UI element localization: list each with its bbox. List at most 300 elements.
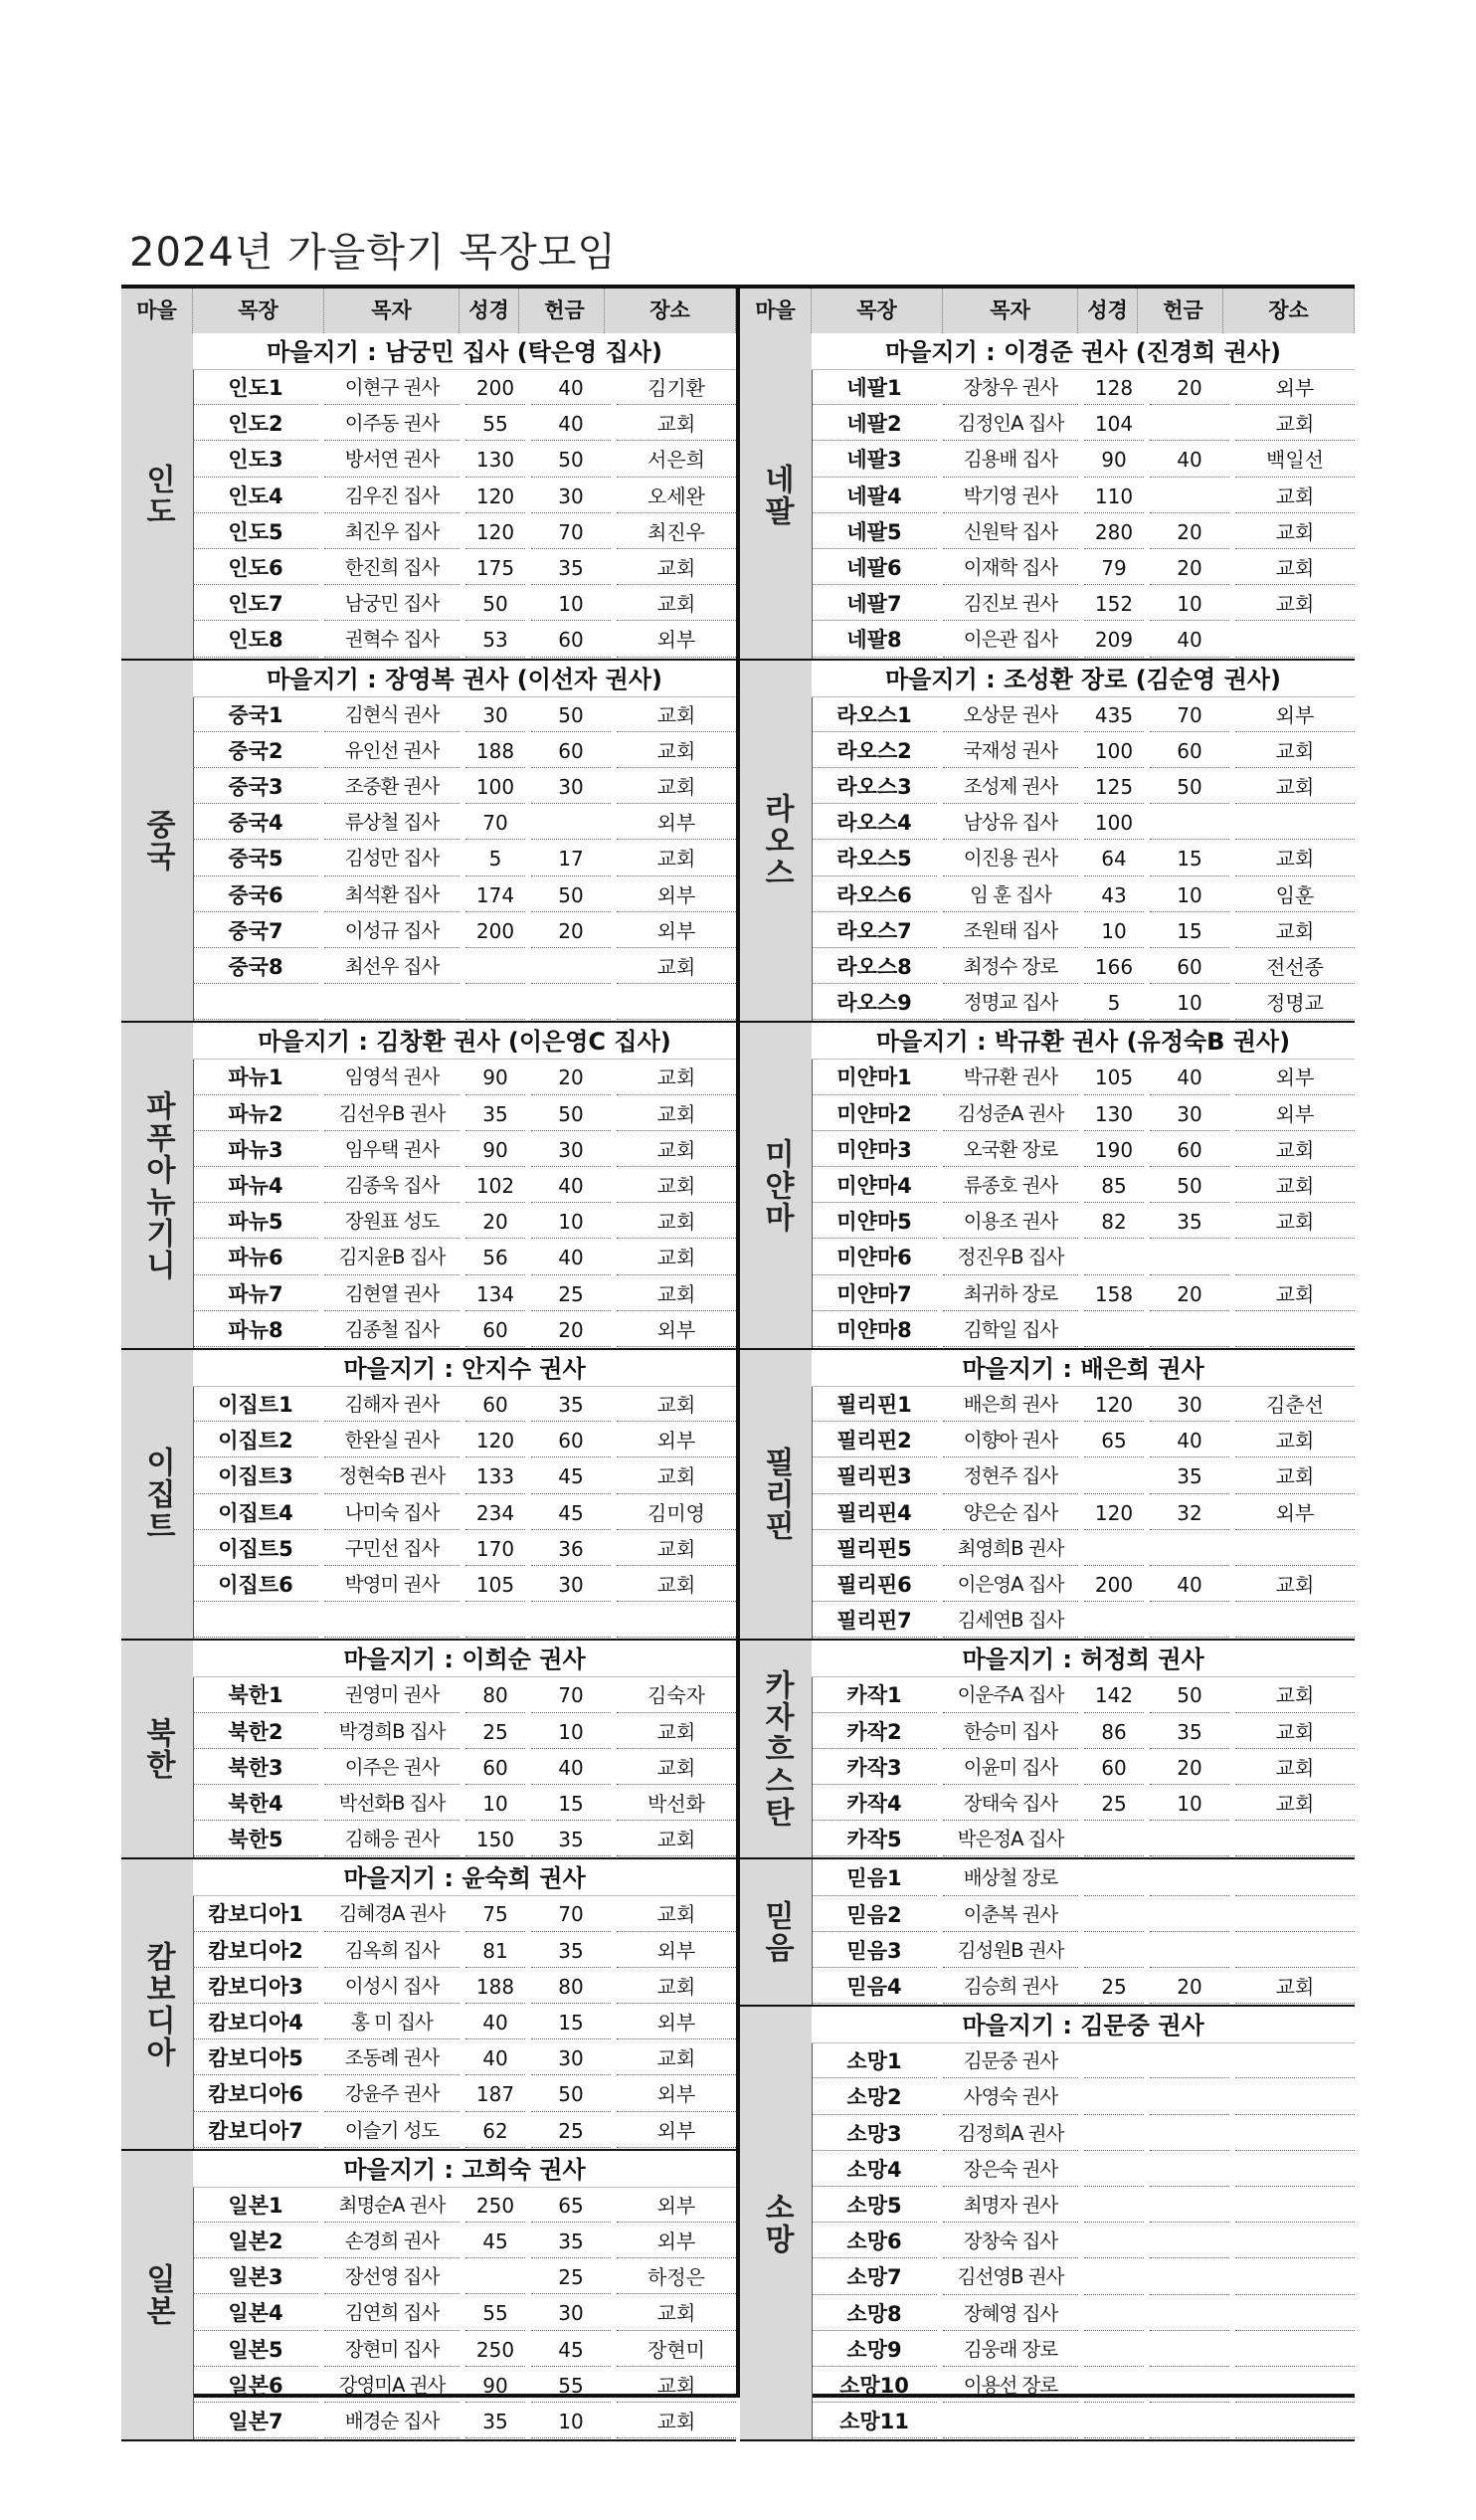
meeting-place: 교회 <box>1235 1457 1355 1493</box>
pastor-name: 김선우B 권사 <box>324 1095 460 1131</box>
table-row <box>193 2223 736 2258</box>
offering-count: 35 <box>531 2223 611 2258</box>
offering-count: 60 <box>531 1422 611 1457</box>
meeting-place: 장현미 <box>617 2331 736 2367</box>
group-name: 북한3 <box>193 1749 318 1785</box>
group-name: 미얀마8 <box>812 1311 937 1347</box>
pastor-name: 양은순 집사 <box>943 1494 1078 1530</box>
table-row <box>193 513 736 549</box>
bible-count: 158 <box>1084 1275 1144 1311</box>
offering-count: 10 <box>531 1203 611 1239</box>
pastor-name: 정명교 집사 <box>943 984 1078 1020</box>
bible-count: 10 <box>1084 912 1144 948</box>
meeting-place <box>1235 2187 1355 2223</box>
offering-count <box>1150 478 1229 513</box>
group-name <box>193 1602 318 1638</box>
bible-count: 30 <box>465 696 525 732</box>
group-name: 이집트3 <box>193 1457 318 1493</box>
village-name-cell <box>121 661 194 1022</box>
pastor-name: 임 훈 집사 <box>943 876 1078 912</box>
bible-count: 174 <box>465 876 525 912</box>
meeting-place: 외부 <box>617 804 736 840</box>
group-name: 중국3 <box>193 768 318 804</box>
village-leader: 마을지기 : 조성환 장로 (김순영 권사) <box>812 661 1355 697</box>
offering-count <box>1150 1602 1229 1638</box>
offering-count: 10 <box>531 585 611 621</box>
offering-count <box>1150 1932 1229 1968</box>
meeting-place: 교회 <box>617 1239 736 1274</box>
offering-count: 55 <box>531 2367 611 2403</box>
pastor-name: 류상철 집사 <box>324 804 460 840</box>
bible-count: 200 <box>465 912 525 948</box>
pastor-name: 조중환 권사 <box>324 768 460 804</box>
meeting-place <box>1235 1859 1355 1895</box>
table-row <box>812 912 1355 948</box>
offering-count: 15 <box>531 1785 611 1821</box>
meeting-place: 교회 <box>617 1530 736 1566</box>
pastor-name: 이춘복 권사 <box>943 1896 1078 1932</box>
village-block <box>740 1023 1355 1350</box>
table-row <box>812 2115 1355 2151</box>
offering-count: 50 <box>531 441 611 477</box>
meeting-place: 교회 <box>617 1095 736 1131</box>
group-name: 중국8 <box>193 948 318 984</box>
table-row <box>812 369 1355 405</box>
meeting-place: 교회 <box>617 1713 736 1749</box>
table-row <box>193 1749 736 1785</box>
village-name: 네팔 <box>759 464 794 528</box>
table-row <box>193 1968 736 2004</box>
offering-count: 40 <box>1150 1059 1229 1094</box>
meeting-place <box>1235 2223 1355 2258</box>
pastor-name: 장태숙 집사 <box>943 1785 1078 1821</box>
offering-count: 10 <box>531 2403 611 2438</box>
bible-count: 64 <box>1084 840 1144 875</box>
village-block <box>121 1641 736 1859</box>
meeting-place <box>1235 2295 1355 2331</box>
offering-count: 35 <box>531 1932 611 1968</box>
offering-count: 20 <box>531 912 611 948</box>
pastor-name: 박선화B 집사 <box>324 1785 460 1821</box>
group-name: 소망1 <box>812 2042 937 2078</box>
group-name: 필리핀7 <box>812 1602 937 1638</box>
pastor-name: 권혁수 집사 <box>324 621 460 657</box>
group-name: 미얀마2 <box>812 1095 937 1131</box>
offering-count <box>1150 2295 1229 2331</box>
pastor-name: 장혜영 집사 <box>943 2295 1078 2331</box>
group-name: 중국6 <box>193 876 318 912</box>
table-row <box>812 1167 1355 1203</box>
meeting-place: 김기환 <box>617 369 736 405</box>
pastor-name: 김혜경A 권사 <box>324 1895 460 1931</box>
group-name: 소망5 <box>812 2187 937 2223</box>
group-name: 일본2 <box>193 2223 318 2258</box>
group-name: 캄보디아5 <box>193 2039 318 2075</box>
pastor-name: 박영미 권사 <box>324 1566 460 1602</box>
table-row <box>193 2004 736 2039</box>
pastor-name: 김현열 권사 <box>324 1275 460 1311</box>
bible-count: 79 <box>1084 549 1144 585</box>
group-name: 미얀마4 <box>812 1167 937 1203</box>
group-name: 소망4 <box>812 2151 937 2187</box>
meeting-place: 교회 <box>1235 478 1355 513</box>
table-row <box>812 405 1355 441</box>
meeting-place <box>1235 2078 1355 2114</box>
bible-count: 43 <box>1084 876 1144 912</box>
pastor-name: 장원표 성도 <box>324 1203 460 1239</box>
table-row <box>193 1095 736 1131</box>
bible-count: 50 <box>465 585 525 621</box>
group-name <box>193 984 318 1020</box>
table-row <box>812 1422 1355 1457</box>
group-name: 소망3 <box>812 2115 937 2151</box>
right-column <box>740 333 1355 2434</box>
bible-count: 25 <box>1084 1968 1144 2004</box>
offering-count: 60 <box>1150 948 1229 984</box>
bible-count: 110 <box>1084 478 1144 513</box>
bible-count: 105 <box>1084 1059 1144 1094</box>
meeting-place: 교회 <box>617 585 736 621</box>
meeting-place: 교회 <box>617 1059 736 1094</box>
offering-count <box>1150 2151 1229 2187</box>
table-row <box>812 1131 1355 1167</box>
bible-count <box>1084 2223 1144 2258</box>
group-name: 미얀마3 <box>812 1131 937 1167</box>
meeting-place <box>1235 1602 1355 1638</box>
table-row <box>812 1059 1355 1094</box>
offering-count: 30 <box>1150 1095 1229 1131</box>
pastor-name: 장은숙 권사 <box>943 2151 1078 2187</box>
table-row <box>812 1566 1355 1602</box>
meeting-place: 외부 <box>1235 696 1355 732</box>
meeting-place <box>1235 1932 1355 1968</box>
group-name: 소망8 <box>812 2295 937 2331</box>
pastor-name: 박경희B 집사 <box>324 1713 460 1749</box>
bible-count: 102 <box>465 1167 525 1203</box>
meeting-place: 교회 <box>617 549 736 585</box>
pastor-name: 조동례 권사 <box>324 2039 460 2075</box>
group-name: 카작3 <box>812 1749 937 1785</box>
meeting-place: 백일선 <box>1235 441 1355 477</box>
table-row <box>193 984 736 1020</box>
table-row <box>193 804 736 840</box>
table-row <box>193 1457 736 1493</box>
pastor-name: 이은영A 집사 <box>943 1566 1078 1602</box>
group-name: 라오스2 <box>812 732 937 768</box>
table-row <box>812 1494 1355 1530</box>
table-row <box>812 804 1355 840</box>
village-block <box>740 2007 1355 2441</box>
pastor-header: 목자 <box>324 289 460 333</box>
meeting-place: 교회 <box>617 948 736 984</box>
bible-count: 90 <box>465 1131 525 1167</box>
bible-count: 90 <box>465 1059 525 1094</box>
bible-count: 435 <box>1084 696 1144 732</box>
bible-count: 250 <box>465 2331 525 2367</box>
group-name: 일본3 <box>193 2258 318 2294</box>
table-row <box>812 1386 1355 1422</box>
bible-count <box>1084 2078 1144 2114</box>
meeting-place: 김숙자 <box>617 1676 736 1712</box>
group-name: 이집트2 <box>193 1422 318 1457</box>
table-row <box>812 1713 1355 1749</box>
group-name: 믿음4 <box>812 1968 937 2004</box>
table-row <box>193 441 736 477</box>
bible-count: 150 <box>465 1821 525 1856</box>
meeting-place: 외부 <box>617 876 736 912</box>
group-name: 라오스9 <box>812 984 937 1020</box>
meeting-place: 김미영 <box>617 1494 736 1530</box>
village-leader: 마을지기 : 장영복 권사 (이선자 권사) <box>193 661 736 697</box>
group-name: 네팔7 <box>812 585 937 621</box>
bible-count: 188 <box>465 1968 525 2004</box>
offering-count <box>1150 2258 1229 2294</box>
bible-count <box>1084 2295 1144 2331</box>
village-name: 믿음 <box>759 1900 794 1965</box>
place-header: 장소 <box>605 289 736 333</box>
bible-header: 성경 <box>460 289 519 333</box>
village-leader: 마을지기 : 박규환 권사 (유정숙B 권사) <box>812 1023 1355 1060</box>
village-block <box>740 661 1355 1024</box>
bible-count: 125 <box>1084 768 1144 804</box>
bible-count: 81 <box>465 1932 525 1968</box>
meeting-place: 서은희 <box>617 441 736 477</box>
meeting-place: 외부 <box>617 2004 736 2039</box>
group-name: 인도5 <box>193 513 318 549</box>
bible-count <box>1084 1932 1144 1968</box>
meeting-place: 교회 <box>1235 1749 1355 1785</box>
offering-count: 17 <box>531 840 611 875</box>
village-name-cell <box>740 1859 813 2005</box>
offering-count: 30 <box>531 1131 611 1167</box>
village-leader: 마을지기 : 이경준 권사 (진경희 권사) <box>812 333 1355 370</box>
group-name: 인도4 <box>193 478 318 513</box>
offering-count <box>1150 2078 1229 2114</box>
offering-count: 40 <box>1150 621 1229 657</box>
table-row <box>193 1713 736 1749</box>
offering-count: 20 <box>1150 369 1229 405</box>
table-row <box>812 549 1355 585</box>
meeting-place: 교회 <box>1235 585 1355 621</box>
group-name: 네팔6 <box>812 549 937 585</box>
pastor-name: 최선우 집사 <box>324 948 460 984</box>
group-name: 미얀마1 <box>812 1059 937 1094</box>
pastor-name: 이은관 집사 <box>943 621 1078 657</box>
group-name: 북한5 <box>193 1821 318 1856</box>
meeting-place: 교회 <box>617 1749 736 1785</box>
group-name: 미얀마6 <box>812 1239 937 1274</box>
offering-count <box>531 948 611 984</box>
offering-count: 35 <box>531 1821 611 1856</box>
bible-count: 142 <box>1084 1676 1144 1712</box>
pastor-name: 이성규 집사 <box>324 912 460 948</box>
meeting-place: 교회 <box>1235 840 1355 875</box>
offering-count: 65 <box>531 2187 611 2223</box>
village-name: 필리핀 <box>759 1447 794 1543</box>
table-row <box>812 2258 1355 2294</box>
table-row <box>812 1676 1355 1712</box>
bible-count: 60 <box>465 1749 525 1785</box>
group-name: 인도3 <box>193 441 318 477</box>
group-name: 필리핀5 <box>812 1530 937 1566</box>
bible-count <box>465 948 525 984</box>
group-name: 파뉴2 <box>193 1095 318 1131</box>
offering-count: 10 <box>531 1713 611 1749</box>
table-row <box>812 1203 1355 1239</box>
pastor-name: 사영숙 권사 <box>943 2078 1078 2114</box>
offering-count: 50 <box>531 2075 611 2111</box>
pastor-name: 이슬기 성도 <box>324 2112 460 2148</box>
offering-count <box>1150 2042 1229 2078</box>
offering-count <box>1150 2223 1229 2258</box>
meeting-place: 박선화 <box>617 1785 736 1821</box>
table-row <box>812 585 1355 621</box>
pastor-name: 이재학 집사 <box>943 549 1078 585</box>
group-name: 이집트5 <box>193 1530 318 1566</box>
offering-count: 30 <box>531 478 611 513</box>
bible-count <box>1084 2331 1144 2367</box>
offering-count: 50 <box>1150 1167 1229 1203</box>
pastor-name: 한승미 집사 <box>943 1713 1078 1749</box>
group-header: 목장 <box>812 289 943 333</box>
village-header: 마을 <box>740 289 812 333</box>
meeting-place: 최진우 <box>617 513 736 549</box>
bible-count: 190 <box>1084 1131 1144 1167</box>
group-name: 소망9 <box>812 2331 937 2367</box>
offering-count: 50 <box>1150 768 1229 804</box>
bible-count <box>1084 2042 1144 2078</box>
group-header: 목장 <box>193 289 324 333</box>
pastor-name: 남궁민 집사 <box>324 585 460 621</box>
bible-count: 45 <box>465 2223 525 2258</box>
offering-count: 35 <box>1150 1203 1229 1239</box>
table-row <box>193 948 736 984</box>
village-name-cell <box>740 2007 813 2439</box>
group-name: 일본4 <box>193 2294 318 2330</box>
offering-count: 10 <box>1150 876 1229 912</box>
group-name: 중국5 <box>193 840 318 875</box>
offering-count: 20 <box>1150 549 1229 585</box>
bible-count: 5 <box>465 840 525 875</box>
meeting-place: 교회 <box>1235 768 1355 804</box>
group-name: 필리핀4 <box>812 1494 937 1530</box>
pastor-name: 손경희 권사 <box>324 2223 460 2258</box>
meeting-place: 교회 <box>1235 549 1355 585</box>
pastor-name: 한완실 권사 <box>324 1422 460 1457</box>
meeting-place <box>1235 2151 1355 2187</box>
bible-count <box>1084 2187 1144 2223</box>
pastor-name: 김세연B 집사 <box>943 1602 1078 1638</box>
village-block <box>121 1023 736 1350</box>
meeting-place: 교회 <box>617 1968 736 2004</box>
meeting-place: 김춘선 <box>1235 1386 1355 1422</box>
meeting-place: 교회 <box>617 1167 736 1203</box>
pastor-name: 류종호 권사 <box>943 1167 1078 1203</box>
bible-count: 80 <box>465 1676 525 1712</box>
table-row <box>193 549 736 585</box>
offering-count: 40 <box>1150 441 1229 477</box>
bible-count: 170 <box>465 1530 525 1566</box>
bible-count: 175 <box>465 549 525 585</box>
bible-count: 209 <box>1084 621 1144 657</box>
group-name: 카작1 <box>812 1676 937 1712</box>
table-row <box>812 1968 1355 2004</box>
meeting-place: 외부 <box>1235 1095 1355 1131</box>
bible-count <box>1084 1821 1144 1856</box>
pastor-name: 최귀하 장로 <box>943 1275 1078 1311</box>
meeting-place: 전선종 <box>1235 948 1355 984</box>
meeting-place: 교회 <box>617 1457 736 1493</box>
table-row <box>193 2112 736 2148</box>
pastor-name: 유인선 권사 <box>324 732 460 768</box>
table-row <box>193 1566 736 1602</box>
group-name: 네팔1 <box>812 369 937 405</box>
meeting-place: 교회 <box>1235 405 1355 441</box>
pastor-name: 신원탁 집사 <box>943 513 1078 549</box>
meeting-place: 교회 <box>1235 1676 1355 1712</box>
meeting-place: 외부 <box>617 2112 736 2148</box>
bible-count: 5 <box>1084 984 1144 1020</box>
meeting-place: 정명교 <box>1235 984 1355 1020</box>
table-row <box>193 621 736 657</box>
group-name: 북한2 <box>193 1713 318 1749</box>
pastor-name: 배은희 권사 <box>943 1386 1078 1422</box>
pastor-name: 김학일 집사 <box>943 1311 1078 1347</box>
group-name: 캄보디아2 <box>193 1932 318 1968</box>
group-name: 일본1 <box>193 2187 318 2223</box>
table-row <box>812 2151 1355 2187</box>
offering-count <box>1150 1530 1229 1566</box>
meeting-place: 교회 <box>617 768 736 804</box>
offering-count: 70 <box>531 1895 611 1931</box>
bible-count <box>465 984 525 1020</box>
bible-count <box>465 2258 525 2294</box>
bible-count: 200 <box>465 369 525 405</box>
group-name: 중국4 <box>193 804 318 840</box>
bible-count: 130 <box>465 441 525 477</box>
group-name: 이집트6 <box>193 1566 318 1602</box>
table-row <box>812 1602 1355 1638</box>
bible-count <box>1084 2151 1144 2187</box>
table-row <box>193 1311 736 1347</box>
table-row <box>812 876 1355 912</box>
offering-count <box>1150 1311 1229 1347</box>
village-leader: 마을지기 : 윤숙희 권사 <box>193 1859 736 1896</box>
village-leader: 마을지기 : 고희숙 권사 <box>193 2151 736 2188</box>
meeting-place: 교회 <box>1235 1968 1355 2004</box>
village-name: 미얀마 <box>759 1137 794 1234</box>
group-name: 중국2 <box>193 732 318 768</box>
pastor-name: 최명순A 권사 <box>324 2187 460 2223</box>
bible-count: 120 <box>1084 1386 1144 1422</box>
meeting-place: 외부 <box>617 1311 736 1347</box>
bible-count: 234 <box>465 1494 525 1530</box>
offering-count: 35 <box>531 1386 611 1422</box>
village-leader: 마을지기 : 이희순 권사 <box>193 1641 736 1677</box>
table-row <box>812 1821 1355 1856</box>
pastor-name: 이용선 장로 <box>943 2367 1078 2403</box>
group-name: 카작4 <box>812 1785 937 1821</box>
bible-count <box>1084 1602 1144 1638</box>
group-name: 파뉴6 <box>193 1239 318 1274</box>
group-name: 파뉴4 <box>193 1167 318 1203</box>
bible-count <box>1084 1530 1144 1566</box>
meeting-place: 교회 <box>617 2403 736 2438</box>
offering-count: 20 <box>1150 1275 1229 1311</box>
offering-count <box>1150 2187 1229 2223</box>
group-name: 파뉴7 <box>193 1275 318 1311</box>
meeting-place: 교회 <box>1235 1566 1355 1602</box>
